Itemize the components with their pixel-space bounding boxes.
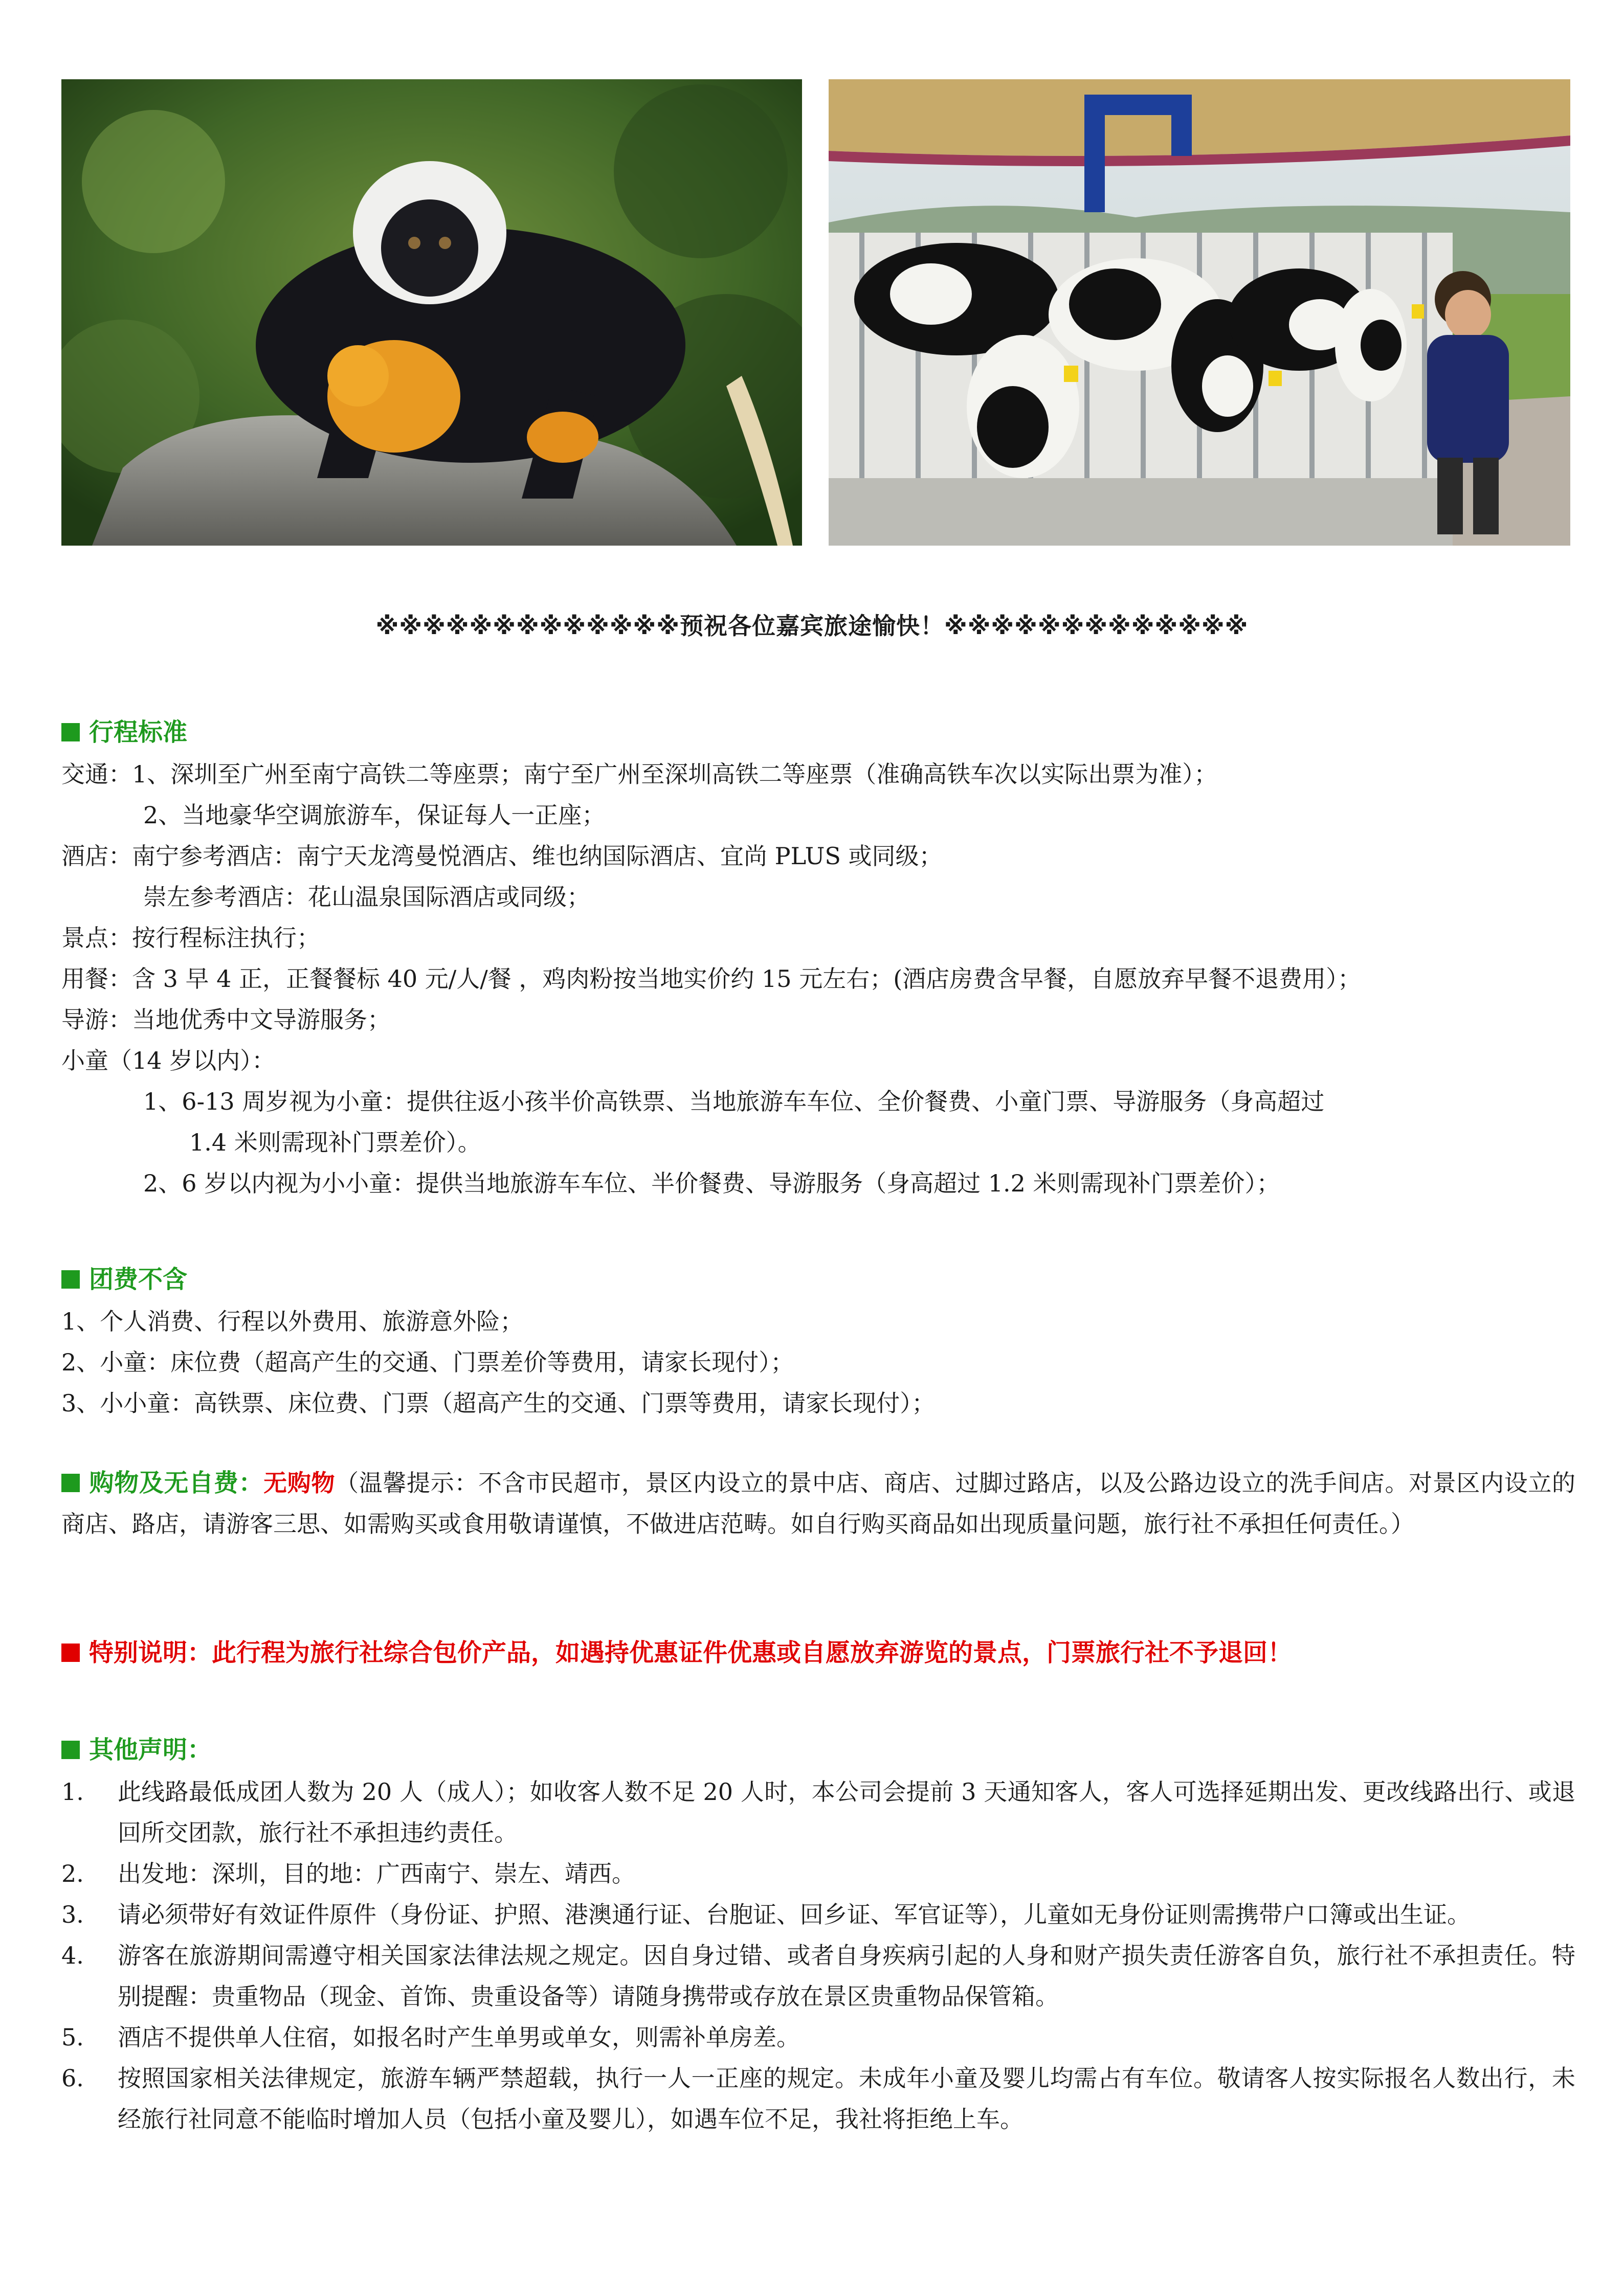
guide-line: 导游：当地优秀中文导游服务； [61, 1006, 391, 1033]
child-line: 小童（14 岁以内）： [61, 1047, 276, 1074]
hotel-line-2: 崇左参考酒店：花山温泉国际酒店或同级； [143, 883, 590, 911]
traffic-line-2: 2、当地豪华空调旅游车，保证每人一正座； [143, 801, 606, 829]
special-section [61, 1631, 1575, 1674]
special-note: 特别说明：此行程为旅行社综合包价产品，如遇持优惠证件优惠或自愿放弃游览的景点，门票旅行社不予退回！ [61, 1631, 1575, 1674]
list-item: 4. 游客在旅游期间需遵守相关国家法律法规之规定。因自身过错、或者自身疾病引起的人身和财产损失责任游客自负，旅行社不承担责任。特别提醒：贵重物品（现金、首饰、贵重设备等）请随身携带或存放在景区贵重物品保管箱。 [61, 1942, 1575, 2010]
list-item: 1. 此线路最低成团人数为 20 人（成人）；如收客人数不足 20 人时，本公司会提前 3 天通知客人，客人可选择延期出发、更改线路出行、或退回所交团款，旅行社不承担违约责任。 [61, 1778, 1575, 1847]
square-bullet-icon [61, 1741, 80, 1759]
excluded-item-2: 2、小童：床位费（超高产生的交通、门票差价等费用，请家长现付）； [61, 1348, 794, 1376]
list-item: 3. 请必须带好有效证件原件（身份证、护照、港澳通行证、台胞证、回乡证、军官证等），儿童如无身份证则需携带户口簿或出生证。 [61, 1901, 1471, 1928]
shopping-heading: 购物及无自费： [61, 1469, 263, 1497]
itinerary-standard-section [61, 711, 1575, 1204]
other-heading: 其他声明： [61, 1728, 1575, 1771]
excluded-section [61, 1258, 1575, 1424]
list-item: 2. 出发地：深圳，目的地：广西南宁、崇左、靖西。 [61, 1860, 635, 1887]
traffic-line-1: 交通：1、深圳至广州至南宁高铁二等座票；南宁至广州至深圳高铁二等座票（准确高铁车次以实际出票为准）； [61, 760, 1218, 788]
child-rule-1b: 1.4 米则需现补门票差价）。 [189, 1129, 481, 1156]
other-list [61, 1771, 1575, 2140]
greeting-banner: ※※※※※※※※※※※※※预祝各位嘉宾旅途愉快！※※※※※※※※※※※※※ [375, 612, 1249, 640]
list-item: 5. 酒店不提供单人住宿，如报名时产生单男或单女，则需补单房差。 [61, 2023, 800, 2051]
sights-line: 景点：按行程标注执行； [61, 924, 320, 952]
square-bullet-icon [61, 723, 80, 741]
shopping-section [61, 1462, 1575, 1544]
itinerary-standard-heading: 行程标准 [61, 711, 1575, 754]
hotel-line-1: 酒店：南宁参考酒店：南宁天龙湾曼悦酒店、维也纳国际酒店、宜尚 PLUS 或同级； [61, 842, 943, 870]
square-bullet-icon [61, 1270, 80, 1289]
shopping-note: （温馨提示：不含市民超市，景区内设立的景中店、商店、过脚过路店，以及公路边设立的洗手间店。对景区内设立的商店、路店，请游客三思、如需购买或食用敬请谨慎，不做进店范畴。如自行购买商品如出现质量问题，旅行社不承担任何责任。） [61, 1469, 1575, 1538]
monkey-photo [61, 79, 802, 546]
meals-line: 用餐：含 3 早 4 正，正餐餐标 40 元/人/餐 ，鸡肉粉按当地实价约 15 元左右；(酒店房费含早餐，自愿放弃早餐不退费用）； [61, 965, 1362, 993]
cows-photo [829, 79, 1570, 546]
other-section [61, 1728, 1575, 2140]
child-rule-2: 2、6 岁以内视为小小童：提供当地旅游车车位、半价餐费、导游服务（身高超过 1.2 米则需现补门票差价）； [143, 1169, 1280, 1197]
excluded-item-3: 3、小小童：高铁票、床位费、门票（超高产生的交通、门票等费用，请家长现付）； [61, 1389, 936, 1417]
excluded-item-1: 1、个人消费、行程以外费用、旅游意外险； [61, 1308, 524, 1335]
child-rule-1a: 1、6-13 周岁视为小童：提供往返小孩半价高铁票、当地旅游车车位、全价餐费、小童门票、导游服务（身高超过 [143, 1088, 1325, 1115]
square-bullet-icon [61, 1644, 80, 1662]
square-bullet-icon [61, 1474, 80, 1492]
list-item: 6. 按照国家相关法律规定，旅游车辆严禁超载，执行一人一正座的规定。未成年小童及婴儿均需占有车位。敬请客人按实际报名人数出行，未经旅行社同意不能临时增加人员（包括小童及婴儿），如遇车位不足，我社将拒绝上车。 [61, 2064, 1575, 2133]
no-shopping-label: 无购物 [263, 1469, 336, 1497]
excluded-heading: 团费不含 [61, 1258, 1575, 1301]
